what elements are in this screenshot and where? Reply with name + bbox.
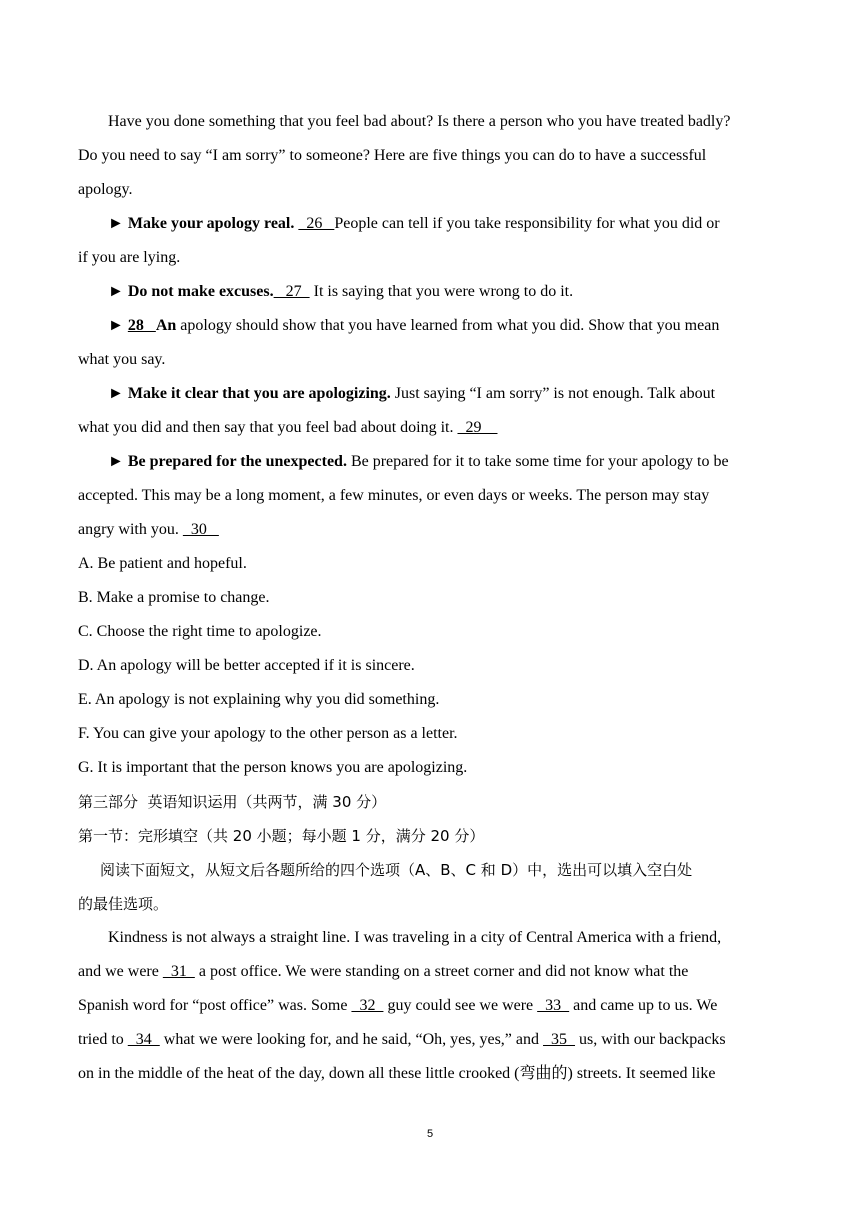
tip-heading: Do not make excuses. <box>127 283 274 300</box>
tip-text: apology should show that you have learned from what you did. Show that you mean <box>180 317 720 334</box>
page-number: 5 <box>426 1128 434 1140</box>
cloze-line-2: and we were 31 a post office. We were standing on a street corner and did not know what the <box>78 963 689 980</box>
blank-29: 29 <box>457 419 498 436</box>
cloze-line-5: on in the middle of the heat of the day, down all these little crooked (弯曲的) streets. It seemed like <box>78 1065 716 1082</box>
cloze-line-3: Spanish word for “post office” was. Some 32 guy could see we were 33 and came up to us. We <box>78 997 718 1014</box>
blank-35: 35 <box>543 1031 576 1048</box>
tip-1 <box>108 214 720 234</box>
option-g: G. It is important that the person knows you are apologizing. <box>78 759 468 776</box>
tip-5-line-3: angry with you. 30 <box>78 521 219 538</box>
option-a: A. Be patient and hopeful. <box>78 555 247 572</box>
option-e: E. An apology is not explaining why you did something. <box>78 691 440 708</box>
triangle-bullet-icon: ► <box>108 283 124 300</box>
cloze-line-1: Kindness is not always a straight line. I was traveling in a city of Central America with a friend, <box>108 929 722 946</box>
blank-31: 31 <box>162 963 195 980</box>
option-b: B. Make a promise to change. <box>78 589 270 606</box>
tip-1-line-2: if you are lying. <box>78 249 181 266</box>
blank-27: 27 <box>273 283 310 300</box>
tip-text: Be prepared for it to take some time for your apology to be <box>350 453 729 470</box>
blank-30: 30 <box>182 521 219 538</box>
intro-line-2: Do you need to say “I am sorry” to someone? Here are five things you can do to have a successful <box>78 147 707 164</box>
tip-text: Just saying “I am sorry” is not enough. Talk about <box>394 385 716 402</box>
tip-heading: Make it clear that you are apologizing. <box>127 385 391 402</box>
triangle-bullet-icon: ► <box>108 453 124 470</box>
part-title: 第一节：完形填空（共 20 小题；每小题 1 分，满分 20 分） <box>78 827 485 845</box>
blank-28: 28 <box>127 317 156 334</box>
option-c: C. Choose the right time to apologize. <box>78 623 322 640</box>
tip-heading: Make your apology real. <box>127 215 295 232</box>
tip-4 <box>108 384 715 404</box>
tip-5 <box>108 452 729 472</box>
instruction-line-1: 阅读下面短文，从短文后各题所给的四个选项（A、B、C 和 D）中，选出可以填入空白处 <box>100 861 693 879</box>
option-f: F. You can give your apology to the other person as a letter. <box>78 725 458 742</box>
intro-line-3: apology. <box>78 181 133 198</box>
tip-text: People can tell if you take responsibility for what you did or <box>334 215 720 232</box>
tip-text: It is saying that you were wrong to do it. <box>313 283 574 300</box>
tip-2 <box>108 282 573 302</box>
option-d: D. An apology will be better accepted if it is sincere. <box>78 657 415 674</box>
triangle-bullet-icon: ► <box>108 317 124 334</box>
tip-3 <box>108 316 719 336</box>
triangle-bullet-icon: ► <box>108 385 124 402</box>
triangle-bullet-icon: ► <box>108 215 124 232</box>
tip-4-line-2: what you did and then say that you feel bad about doing it. 29 <box>78 419 498 436</box>
section-title: 第三部分 英语知识运用（共两节，满 30 分） <box>78 793 387 811</box>
tip-5-line-2: accepted. This may be a long moment, a few minutes, or even days or weeks. The person may stay <box>78 487 710 504</box>
tip-heading: An <box>155 317 177 334</box>
instruction-line-2: 的最佳选项。 <box>78 895 169 913</box>
cloze-line-4: tried to 34 what we were looking for, and he said, “Oh, yes, yes,” and 35 us, with our backpacks <box>78 1031 726 1048</box>
blank-33: 33 <box>537 997 570 1014</box>
blank-32: 32 <box>351 997 384 1014</box>
tip-3-line-2: what you say. <box>78 351 166 368</box>
blank-26: 26 <box>298 215 335 232</box>
tip-heading: Be prepared for the unexpected. <box>127 453 347 470</box>
blank-34: 34 <box>127 1031 160 1048</box>
intro-line-1: Have you done something that you feel bad about? Is there a person who you have treated badly? <box>108 113 731 130</box>
